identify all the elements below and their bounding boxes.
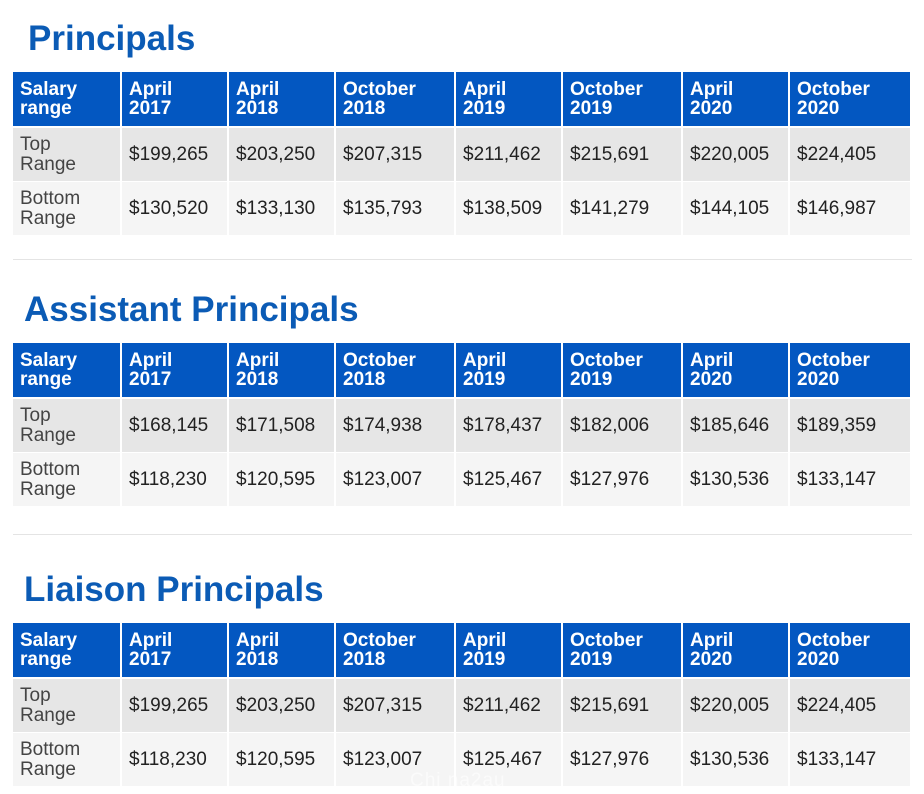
column-header-period: April 2017 <box>121 72 228 127</box>
column-header-period: October 2020 <box>789 343 910 398</box>
salary-cell: $118,230 <box>121 733 228 787</box>
salary-cell: $207,315 <box>335 127 455 182</box>
column-header-period: April 2017 <box>121 343 228 398</box>
salary-cell: $171,508 <box>228 398 335 453</box>
salary-cell: $141,279 <box>562 182 682 236</box>
salary-cell: $127,976 <box>562 733 682 787</box>
column-header-salary-range: Salary range <box>13 623 121 678</box>
table-header-row <box>13 72 910 127</box>
column-header-period: October 2019 <box>562 343 682 398</box>
table-row-top-range <box>13 678 910 733</box>
salary-cell: $130,536 <box>682 733 789 787</box>
column-header-period: October 2020 <box>789 623 910 678</box>
row-label: Top Range <box>13 127 121 182</box>
assistant-principals-salary-table <box>13 343 910 506</box>
section-divider <box>13 259 912 260</box>
salary-cell: $220,005 <box>682 678 789 733</box>
column-header-period: April 2020 <box>682 72 789 127</box>
salary-cell: $224,405 <box>789 127 910 182</box>
row-label: Top Range <box>13 678 121 733</box>
liaison-principals-salary-table <box>13 623 910 786</box>
section-title-principals: Principals <box>28 19 196 58</box>
salary-cell: $138,509 <box>455 182 562 236</box>
salary-cell: $133,147 <box>789 453 910 507</box>
salary-cell: $215,691 <box>562 127 682 182</box>
salary-cell: $203,250 <box>228 127 335 182</box>
column-header-period: October 2018 <box>335 343 455 398</box>
watermark-text: Chi na2au <box>410 770 506 791</box>
salary-cell: $125,467 <box>455 733 562 787</box>
salary-cell: $199,265 <box>121 127 228 182</box>
column-header-period: October 2018 <box>335 623 455 678</box>
column-header-period: October 2019 <box>562 72 682 127</box>
salary-cell: $120,595 <box>228 453 335 507</box>
table-row-top-range <box>13 127 910 182</box>
salary-cell: $120,595 <box>228 733 335 787</box>
salary-cell: $118,230 <box>121 453 228 507</box>
salary-cell: $203,250 <box>228 678 335 733</box>
salary-cell: $168,145 <box>121 398 228 453</box>
section-title-liaison-principals: Liaison Principals <box>24 570 324 609</box>
salary-cell: $185,646 <box>682 398 789 453</box>
column-header-period: April 2019 <box>455 343 562 398</box>
column-header-period: April 2019 <box>455 623 562 678</box>
salary-cell: $123,007 <box>335 453 455 507</box>
salary-cell: $211,462 <box>455 127 562 182</box>
row-label: Top Range <box>13 398 121 453</box>
salary-cell: $215,691 <box>562 678 682 733</box>
table-header-row <box>13 623 910 678</box>
principals-salary-table <box>13 72 910 235</box>
salary-cell: $133,147 <box>789 733 910 787</box>
salary-cell: $130,520 <box>121 182 228 236</box>
row-label: Bottom Range <box>13 453 121 507</box>
column-header-period: October 2019 <box>562 623 682 678</box>
column-header-period: April 2020 <box>682 623 789 678</box>
salary-cell: $130,536 <box>682 453 789 507</box>
salary-cell: $135,793 <box>335 182 455 236</box>
salary-cell: $144,105 <box>682 182 789 236</box>
salary-cell: $224,405 <box>789 678 910 733</box>
section-divider <box>13 534 912 535</box>
column-header-period: April 2017 <box>121 623 228 678</box>
table-header-row <box>13 343 910 398</box>
salary-cell: $127,976 <box>562 453 682 507</box>
column-header-period: October 2018 <box>335 72 455 127</box>
salary-cell: $125,467 <box>455 453 562 507</box>
salary-cell: $207,315 <box>335 678 455 733</box>
salary-cell: $146,987 <box>789 182 910 236</box>
table-row-bottom-range <box>13 182 910 236</box>
salary-cell: $211,462 <box>455 678 562 733</box>
salary-cell: $174,938 <box>335 398 455 453</box>
column-header-period: April 2020 <box>682 343 789 398</box>
column-header-period: April 2019 <box>455 72 562 127</box>
column-header-period: April 2018 <box>228 72 335 127</box>
row-label: Bottom Range <box>13 733 121 787</box>
salary-cell: $189,359 <box>789 398 910 453</box>
column-header-period: April 2018 <box>228 623 335 678</box>
table-row-bottom-range <box>13 453 910 507</box>
table-row-top-range <box>13 398 910 453</box>
row-label: Bottom Range <box>13 182 121 236</box>
column-header-salary-range: Salary range <box>13 72 121 127</box>
salary-cell: $220,005 <box>682 127 789 182</box>
salary-cell: $123,007 <box>335 733 455 787</box>
column-header-salary-range: Salary range <box>13 343 121 398</box>
salary-cell: $178,437 <box>455 398 562 453</box>
column-header-period: April 2018 <box>228 343 335 398</box>
salary-cell: $199,265 <box>121 678 228 733</box>
column-header-period: October 2020 <box>789 72 910 127</box>
salary-cell: $182,006 <box>562 398 682 453</box>
section-title-assistant-principals: Assistant Principals <box>24 290 359 329</box>
salary-cell: $133,130 <box>228 182 335 236</box>
